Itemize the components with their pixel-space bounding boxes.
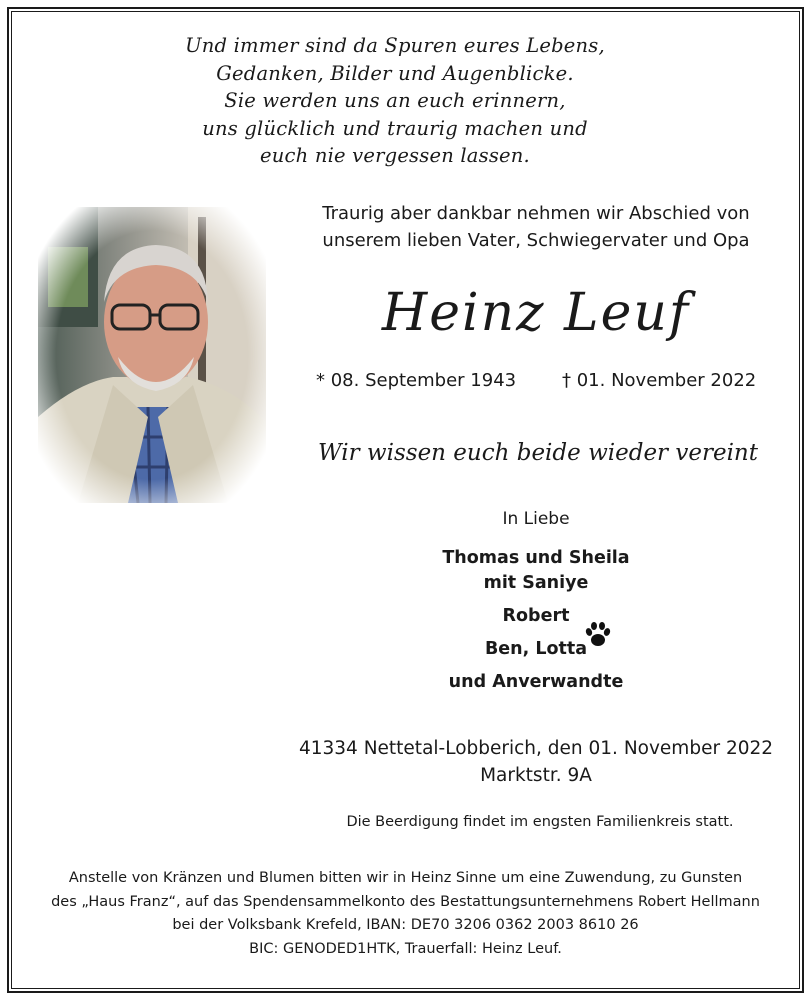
death-date: † 01. November 2022 [562,370,757,391]
birth-date: * 08. September 1943 [316,370,517,391]
poem-line: Sie werden uns an euch erinnern, [224,89,566,112]
poem-line: Und immer sind da Spuren eures Lebens, [185,34,605,57]
motto: Wir wissen euch beide wieder vereint [318,440,758,466]
mourner-line: und Anverwandte [448,672,624,692]
funeral-note: Die Beerdigung findet im engsten Familienkreis statt. [346,814,734,830]
mourner-line: mit Saniye [483,573,589,593]
mourner-line: Thomas und Sheila [442,548,630,568]
poem-line: euch nie vergessen lassen. [260,144,530,167]
poem-line: uns glücklich und traurig machen und [202,116,588,140]
mourners-list [386,546,686,695]
mourner-line: Ben, Lotta [484,639,588,659]
deceased-name: Heinz Leuf [381,283,691,343]
intro-line: Traurig aber dankbar nehmen wir Abschied von [322,203,750,224]
poem-line: Gedanken, Bilder und Augenblicke. [216,61,574,85]
portrait-photo [38,207,266,503]
donation-line: Anstelle von Kränzen und Blumen bitten wir in Heinz Sinne um eine Zuwendung, zu Gunsten [68,870,743,886]
paw-print-icon [583,620,613,650]
donation-line: BIC: GENODED1HTK, Trauerfall: Heinz Leuf. [249,940,562,957]
donation-note [30,867,781,961]
donation-line: des „Haus Franz“, auf das Spendensammelkonto des Bestattungsunternehmens Robert Hellmann [51,893,760,910]
intro-text [296,200,776,254]
poem [120,32,670,170]
place-and-date [276,735,796,789]
mourners-heading: In Liebe [502,509,570,529]
intro-line: unserem lieben Vater, Schwiegervater und Opa [322,230,750,251]
donation-line: bei der Volksbank Krefeld, IBAN: DE70 3206 0362 2003 8610 26 [172,917,639,933]
mourner-line: Robert [502,606,570,626]
city-date: 41334 Nettetal-Lobberich, den 01. November 2022 [298,738,774,759]
street: Marktstr. 9A [480,765,592,786]
